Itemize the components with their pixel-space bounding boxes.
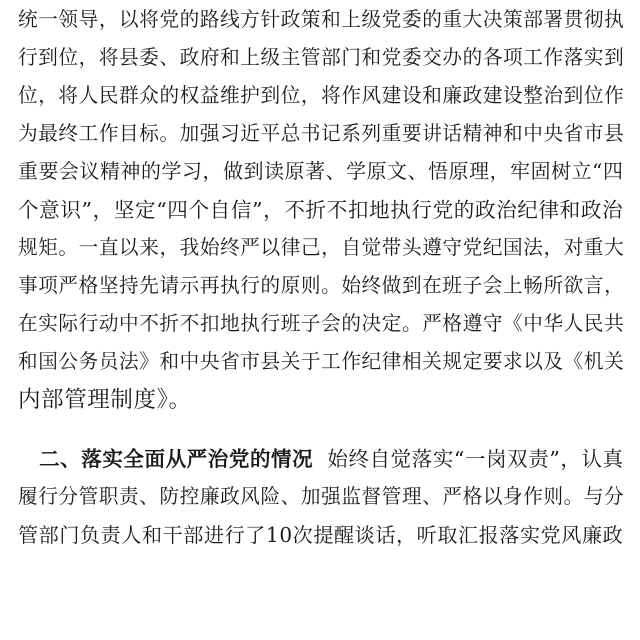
text-line: 行到位，将县委、政府和上级主管部门和党委交办的各项工作落实到 <box>18 46 625 69</box>
text-line: 管部门负责人和干部进行了10次提醒谈话，听取汇报落实党风廉政 <box>18 523 624 547</box>
text-line: 个意识”，坚定“四个自信”，不折不扣地执行党的政治纪律和政治 <box>18 198 624 222</box>
section-body-text: 始终自觉落实“一岗双责”，认真 <box>313 447 624 471</box>
text-line: 为最终工作目标。加强习近平总书记系列重要讲话精神和中央省市县 <box>18 122 625 145</box>
text-line: 履行分管职责、防控廉政风险、加强监督管理、严格以身作则。与分 <box>18 485 625 508</box>
text-line: 内部管理制度》。 <box>18 387 192 413</box>
text-line: 重要会议精神的学习，做到读原著、学原文、悟原理，牢固树立“四 <box>18 160 624 183</box>
section-indent <box>18 447 39 471</box>
text-line: 事项严格坚持先请示再执行的原则。始终做到在班子会上畅所欲言， <box>18 274 625 297</box>
text-line: 统一领导，以将党的路线方针政策和上级党委的重大决策部署贯彻执 <box>18 8 625 31</box>
document-page <box>18 0 626 640</box>
text-line: 在实际行动中不折不扣地执行班子会的决定。严格遵守《中华人民共 <box>18 312 625 335</box>
text-line: 和国公务员法》和中央省市县关于工作纪律相关规定要求以及《机关 <box>18 350 625 373</box>
text-line: 规矩。一直以来，我始终严以律己，自觉带头遵守党纪国法，对重大 <box>18 236 625 259</box>
section-heading-line <box>18 444 624 474</box>
text-line: 位，将人民群众的权益维护到位，将作风建设和廉政建设整治到位作 <box>18 84 625 107</box>
section-heading: 二、落实全面从严治党的情况 <box>39 447 314 471</box>
